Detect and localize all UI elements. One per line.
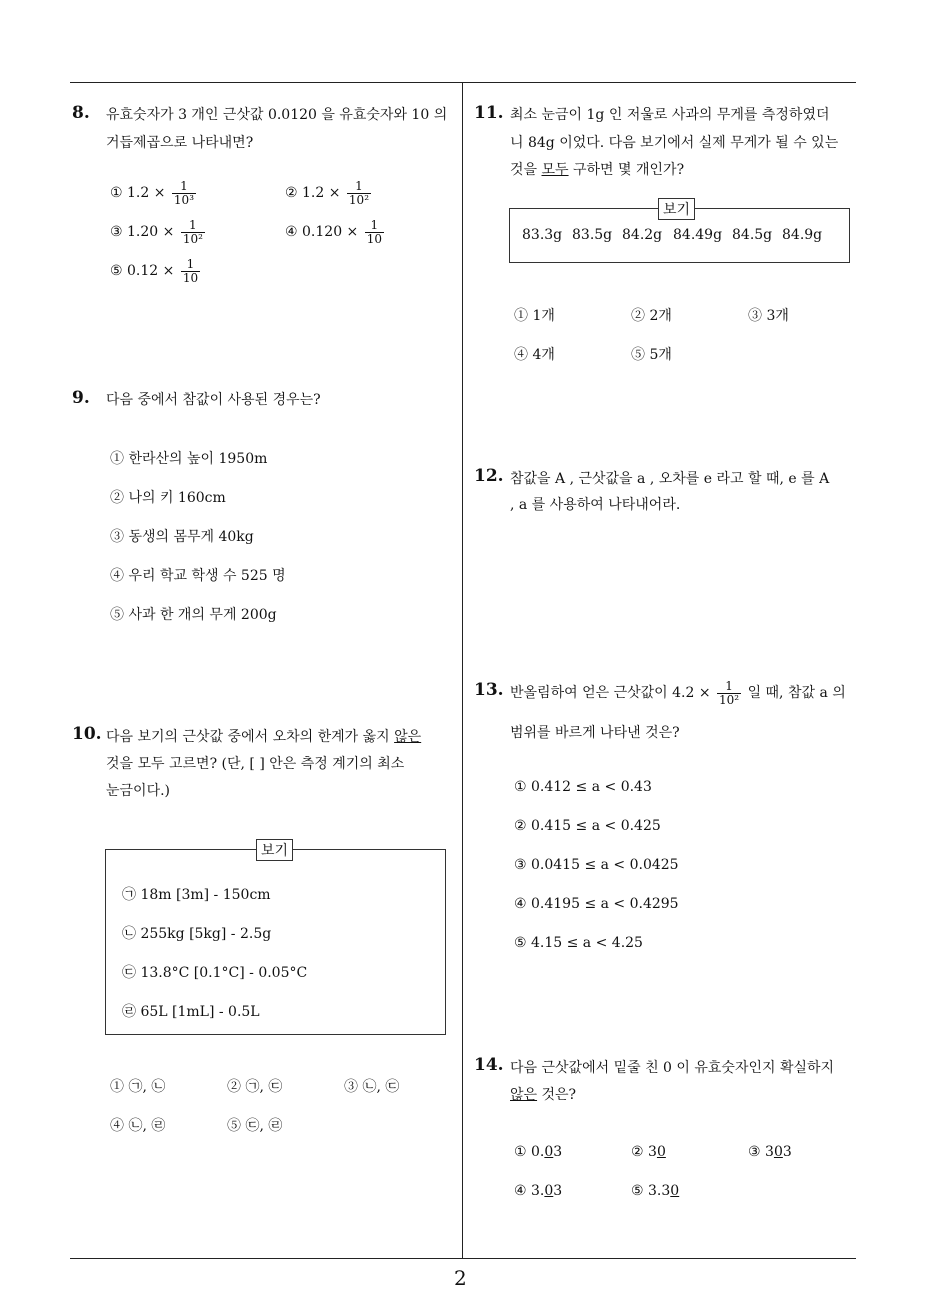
q11-choice-1[interactable]: ① 1개	[514, 308, 555, 324]
page-number: 2	[454, 1266, 467, 1290]
q11-text-line3: 것을 모두 구하면 몇 개인가?	[510, 162, 685, 178]
fraction: $\frac{1}{10}$	[182, 257, 199, 285]
q14-choice-5[interactable]: ⑤ 3.30	[631, 1183, 680, 1199]
q14-number: 14.	[474, 1055, 504, 1075]
q8-text-line1: 유효숫자가 3 개인 근삿값 0.0120 을 유효숫자와 10 의	[106, 107, 448, 123]
q13-choice-1[interactable]: ① 0.412 ≤ a < 0.43	[514, 779, 652, 795]
q10-choice-1[interactable]: ① ㉠, ㉡	[110, 1079, 166, 1095]
q8-text-line2: 거듭제곱으로 나타내면?	[106, 135, 254, 151]
q8-number: 8.	[72, 103, 90, 123]
q11-box-item-5: 84.5g	[732, 227, 773, 243]
fraction: $\frac{1}{\text{10²}}$	[719, 679, 740, 707]
bottom-rule	[70, 1258, 856, 1259]
q11-choice-5[interactable]: ⑤ 5개	[631, 347, 672, 363]
q12-number: 12.	[474, 466, 504, 486]
q10-box-item-3: ㉢ 13.8°C [0.1°C] - 0.05°C	[122, 965, 308, 981]
q14-text-line1: 다음 근삿값에서 밑줄 친 0 이 유효숫자인지 확실하지	[510, 1060, 835, 1076]
fraction: $\frac{1}{\text{10³}}$	[173, 179, 195, 207]
q11-box-item-4: 84.49g	[673, 227, 723, 243]
top-rule	[70, 82, 856, 83]
q13-choice-2[interactable]: ② 0.415 ≤ a < 0.425	[514, 818, 661, 834]
fraction: $\frac{1}{\text{10²}}$	[182, 218, 203, 246]
q8-choice-3[interactable]: ③ 1.20 × $\frac{1}{\text{10²}}$	[110, 218, 203, 246]
q10-text-line2: 것을 모두 고르면? (단, [ ] 안은 측정 계기의 최소	[106, 756, 405, 772]
q9-choice-1[interactable]: ① 한라산의 높이 1950m	[110, 451, 268, 467]
q9-number: 9.	[72, 388, 90, 408]
column-divider	[462, 82, 463, 1259]
q11-text-line1: 최소 눈금이 1g 인 저울로 사과의 무게를 측정하였더	[510, 107, 830, 123]
q12-text-line2: , a 를 사용하여 나타내어라.	[510, 497, 681, 513]
q9-choice-2[interactable]: ② 나의 키 160cm	[110, 490, 226, 506]
q13-text-line1: 반올림하여 얻은 근삿값이 4.2 × $\frac{1}{\text{10²}}$ 일 때, 참값 a 의	[510, 679, 846, 707]
q10-choice-2[interactable]: ② ㉠, ㉢	[227, 1079, 283, 1095]
q10-text-line3: 눈금이다.)	[106, 783, 171, 799]
q13-choice-4[interactable]: ④ 0.4195 ≤ a < 0.4295	[514, 896, 679, 912]
q11-box-item-3: 84.2g	[622, 227, 663, 243]
q9-choice-3[interactable]: ③ 동생의 몸무게 40kg	[110, 529, 254, 545]
q13-number: 13.	[474, 680, 504, 700]
q13-choice-5[interactable]: ⑤ 4.15 ≤ a < 4.25	[514, 935, 643, 951]
q11-box-item-1: 83.3g	[522, 227, 563, 243]
q8-choice-4[interactable]: ④ 0.120 × $\frac{1}{10}$	[285, 218, 383, 246]
q11-number: 11.	[474, 103, 504, 123]
q14-choice-3[interactable]: ③ 303	[748, 1144, 792, 1160]
q11-text-line2: 니 84g 이었다. 다음 보기에서 실제 무게가 될 수 있는	[510, 135, 839, 151]
q14-text-line2: 않은 것은?	[510, 1087, 577, 1103]
q9-choice-5[interactable]: ⑤ 사과 한 개의 무게 200g	[110, 607, 277, 623]
q10-choice-3[interactable]: ③ ㉡, ㉢	[344, 1079, 400, 1095]
q14-choice-4[interactable]: ④ 3.03	[514, 1183, 563, 1199]
q10-box-label: 보기	[256, 839, 293, 861]
q10-box-item-4: ㉣ 65L [1mL] - 0.5L	[122, 1004, 260, 1020]
fraction: $\frac{1}{\text{10²}}$	[348, 179, 370, 207]
q10-text-line1: 다음 보기의 근삿값 중에서 오차의 한계가 옳지 않은	[106, 729, 422, 745]
q11-choice-4[interactable]: ④ 4개	[514, 347, 555, 363]
q9-choice-4[interactable]: ④ 우리 학교 학생 수 525 명	[110, 568, 286, 584]
q11-choice-3[interactable]: ③ 3개	[748, 308, 789, 324]
q10-choice-4[interactable]: ④ ㉡, ㉣	[110, 1118, 166, 1134]
q10-box-item-1: ㉠ 18m [3m] - 150cm	[122, 887, 271, 903]
q8-choice-5[interactable]: ⑤ 0.12 × $\frac{1}{10}$	[110, 257, 199, 285]
q10-choice-5[interactable]: ⑤ ㉢, ㉣	[227, 1118, 283, 1134]
fraction: $\frac{1}{10}$	[366, 218, 383, 246]
q14-choice-1[interactable]: ① 0.03	[514, 1144, 563, 1160]
q14-choice-2[interactable]: ② 30	[631, 1144, 666, 1160]
q10-number: 10.	[72, 724, 102, 744]
q8-choice-1[interactable]: ① 1.2 × $\frac{1}{\text{10³}}$	[110, 179, 195, 207]
q11-box-item-6: 84.9g	[782, 227, 823, 243]
q11-choice-2[interactable]: ② 2개	[631, 308, 672, 324]
q9-text: 다음 중에서 참값이 사용된 경우는?	[106, 392, 321, 408]
q8-choice-2[interactable]: ② 1.2 × $\frac{1}{\text{10²}}$	[285, 179, 370, 207]
q12-text-line1: 참값을 A , 근삿값을 a , 오차를 e 라고 할 때, e 를 A	[510, 471, 830, 487]
q13-text-line2: 범위를 바르게 나타낸 것은?	[510, 725, 680, 741]
q13-choice-3[interactable]: ③ 0.0415 ≤ a < 0.0425	[514, 857, 679, 873]
q11-box-label: 보기	[658, 198, 695, 220]
q11-box-item-2: 83.5g	[572, 227, 613, 243]
q10-box-item-2: ㉡ 255kg [5kg] - 2.5g	[122, 926, 272, 942]
